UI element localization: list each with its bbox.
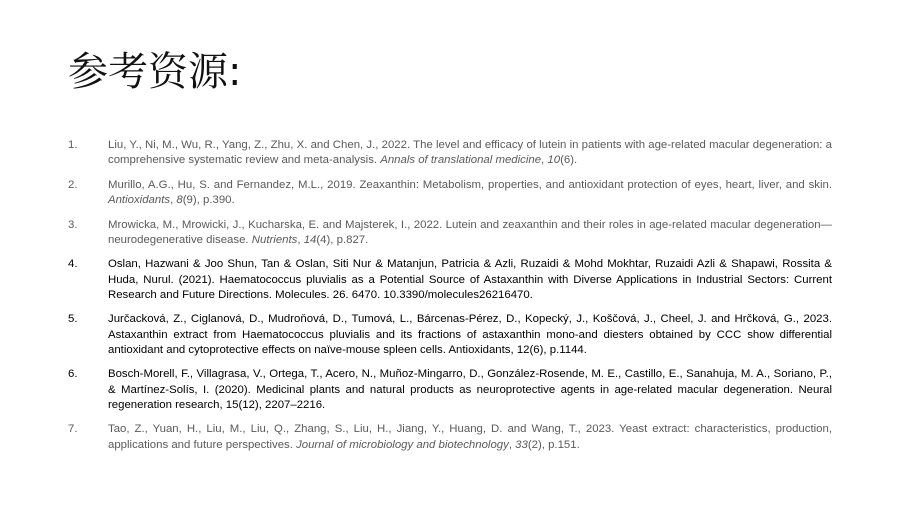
reference-number: 4. bbox=[68, 258, 78, 271]
reference-item bbox=[68, 257, 832, 303]
reference-item bbox=[68, 178, 832, 208]
reference-item bbox=[68, 422, 832, 452]
reference-text: Oslan, Hazwani & Joo Shun, Tan & Oslan, Siti Nur & Matanjun, Patricia & Azli, Ruzaidi & Mohd Mokhtar, Ruzaidi Azli & Shapawi, Rossita & Huda, Nurul. (2021). Haematococcus pluvialis as a Potential Source of Astaxanthin with Diverse Applications in Industrial Sectors: Current Research and Future Directions. Molecules. 26. 6470. 10.3390/molecules26216470. bbox=[108, 258, 832, 301]
reference-number: 2. bbox=[68, 178, 78, 191]
reference-number: 7. bbox=[68, 423, 78, 436]
reference-item bbox=[68, 367, 832, 413]
reference-issue-pages: (9), p.390. bbox=[182, 194, 235, 206]
reference-item bbox=[68, 312, 832, 358]
reference-volume: 8 bbox=[176, 194, 183, 206]
reference-volume: 10 bbox=[547, 154, 561, 167]
reference-volume: 33 bbox=[515, 438, 528, 451]
reference-journal: Antioxidants bbox=[108, 194, 171, 206]
reference-text: Tao, Z., Yuan, H., Liu, M., Liu, Q., Zhang, S., Liu, H., Jiang, Y., Huang, D. and Wang, T., 2023. Yeast extract: characteristics, production, applications and future perspectives. bbox=[108, 423, 832, 451]
reference-separator: , bbox=[170, 194, 177, 206]
reference-separator: , bbox=[541, 154, 548, 167]
reference-item bbox=[68, 218, 832, 248]
reference-text: Jurčacková, Z., Ciglanová, D., Mudroňová, D., Tumová, L., Bárcenas-Pérez, D., Kopecký, J., Koščová, J., Cheel, J. and Hrčková, G., 2023. Astaxanthin extract from Haematococcus pluvialis and its fractions of astaxanthin mono-and diesters obtained by CCC show differential antioxidant and cytoprotective effects on naïve-mouse spleen cells. Antioxidants, 12(6), p.1144. bbox=[108, 313, 832, 356]
reference-text: Mrowicka, M., Mrowicki, J., Kucharska, E. and Majsterek, I., 2022. Lutein and zeaxanthin and their roles in age-related macular degeneration—neurodegenerative disease. bbox=[108, 218, 832, 246]
reference-journal: Nutrients bbox=[251, 233, 298, 246]
reference-text: Murillo, A.G., Hu, S. and Fernandez, M.L., 2019. Zeaxanthin: Metabolism, properties, and antioxidant protection of eyes, heart, liver, and skin. bbox=[108, 178, 832, 191]
reference-journal: Journal of microbiology and biotechnology bbox=[296, 438, 509, 451]
reference-item bbox=[68, 138, 832, 168]
reference-text: Bosch-Morell, F., Villagrasa, V., Ortega, T., Acero, N., Muñoz-Mingarro, D., González-Rosende, M. E., Castillo, E., Sanahuja, M. A., Soriano, P., & Martínez-Solís, I. (2020). Medicinal plants and natural products as neuroprotective agents in age-related macular degeneration. Neural regeneration research, 15(12), 2207–2216. bbox=[108, 368, 832, 411]
reference-list bbox=[68, 138, 832, 462]
reference-number: 1. bbox=[68, 139, 78, 151]
reference-issue-pages: (2), p.151. bbox=[527, 438, 580, 451]
reference-text: Liu, Y., Ni, M., Wu, R., Yang, Z., Zhu, X. and Chen, J., 2022. The level and efficacy of lutein in patients with age-related macular degeneration: a comprehensive systematic review and meta-analysis. bbox=[108, 139, 832, 167]
page-title: 参考资源: bbox=[68, 49, 242, 95]
reference-separator: , bbox=[297, 233, 304, 246]
reference-journal: Annals of translational medicine bbox=[380, 154, 542, 167]
reference-number: 6. bbox=[68, 368, 78, 381]
reference-issue-pages: (4), p.827. bbox=[316, 233, 369, 246]
reference-number: 3. bbox=[68, 218, 78, 231]
reference-number: 5. bbox=[68, 313, 78, 326]
reference-issue-pages: (6). bbox=[560, 154, 578, 167]
reference-volume: 14 bbox=[303, 233, 317, 246]
reference-separator: , bbox=[508, 438, 516, 451]
